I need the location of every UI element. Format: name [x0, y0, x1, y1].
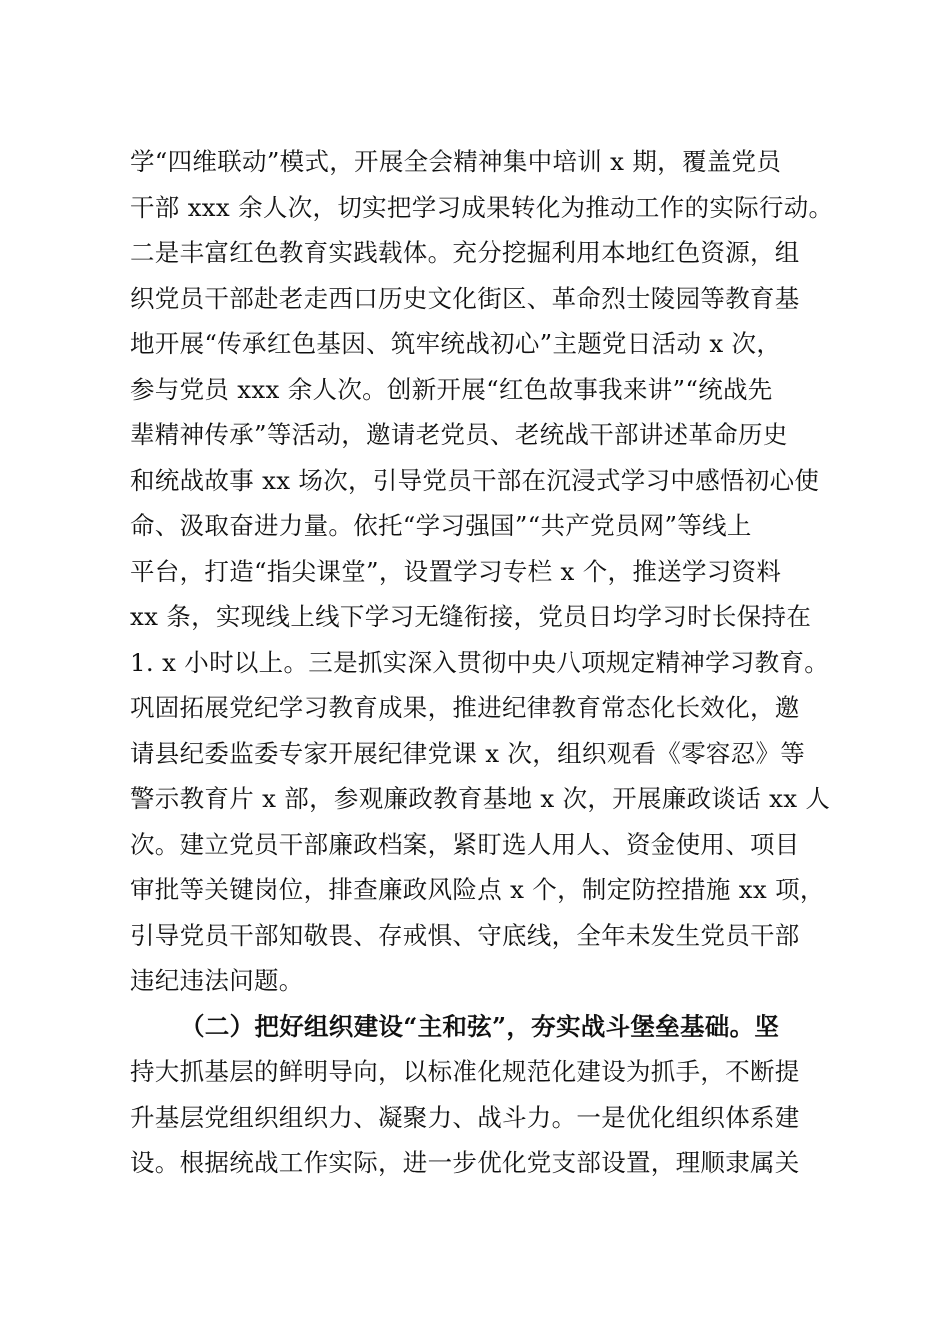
paragraph-line: 设。根据统战工作实际，进一步优化党支部设置，理顺隶属关	[130, 1148, 800, 1177]
paragraph-line: 织党员干部赴老走西口历史文化街区、革命烈士陵园等教育基	[130, 284, 800, 313]
paragraph-line: 警示教育片 x 部，参观廉政教育基地 x 次，开展廉政谈话 xx 人	[130, 784, 831, 813]
paragraph-line: 请县纪委监委专家开展纪律党课 x 次，组织观看《零容忍》等	[130, 739, 806, 768]
paragraph-line: 巩固拓展党纪学习教育成果，推进纪律教育常态化长效化，邀	[130, 693, 800, 722]
paragraph-line: 1. x 小时以上。三是抓实深入贯彻中央八项规定精神学习教育。	[130, 648, 830, 677]
paragraph-line: 学“四维联动”模式，开展全会精神集中培训 x 期，覆盖党员	[130, 147, 782, 176]
paragraph-line: 辈精神传承”等活动，邀请老党员、老统战干部讲述革命历史	[130, 420, 788, 449]
paragraph-line: 和统战故事 xx 场次，引导党员干部在沉浸式学习中感悟初心使	[130, 466, 820, 495]
paragraph-line: 命、汲取奋进力量。依托“学习强国”“共产党员网”等线上	[130, 511, 752, 540]
paragraph-line: 干部 xxx 余人次，切实把学习成果转化为推动工作的实际行动。	[130, 193, 834, 222]
paragraph-line: 持大抓基层的鲜明导向，以标准化规范化建设为抓手，不断提	[130, 1057, 800, 1086]
paragraph-line: 次。建立党员干部廉政档案，紧盯选人用人、资金使用、项目	[130, 830, 800, 859]
paragraph-line: 参与党员 xxx 余人次。创新开展“红色故事我来讲”“统战先	[130, 375, 773, 404]
paragraph-line: 平台，打造“指尖课堂”，设置学习专栏 x 个，推送学习资料	[130, 557, 782, 586]
paragraph-line: 升基层党组织组织力、凝聚力、战斗力。一是优化组织体系建	[130, 1103, 800, 1132]
paragraph-line: 审批等关键岗位，排查廉政风险点 x 个，制定防控措施 xx 项，	[130, 875, 825, 904]
paragraph-line: 引导党员干部知敬畏、存戒惧、守底线，全年未发生党员干部	[130, 921, 800, 950]
paragraph-line: 二是丰富红色教育实践载体。充分挖掘利用本地红色资源，组	[130, 238, 800, 267]
paragraph-line: 地开展“传承红色基因、筑牢统战初心”主题党日活动 x 次，	[130, 329, 782, 358]
section-heading: （二）把好组织建设“主和弦”，夯实战斗堡垒基础。坚	[180, 1012, 780, 1041]
paragraph-line: 违纪违法问题。	[130, 966, 304, 995]
paragraph-line: xx 条，实现线上线下学习无缝衔接，党员日均学习时长保持在	[130, 602, 812, 631]
